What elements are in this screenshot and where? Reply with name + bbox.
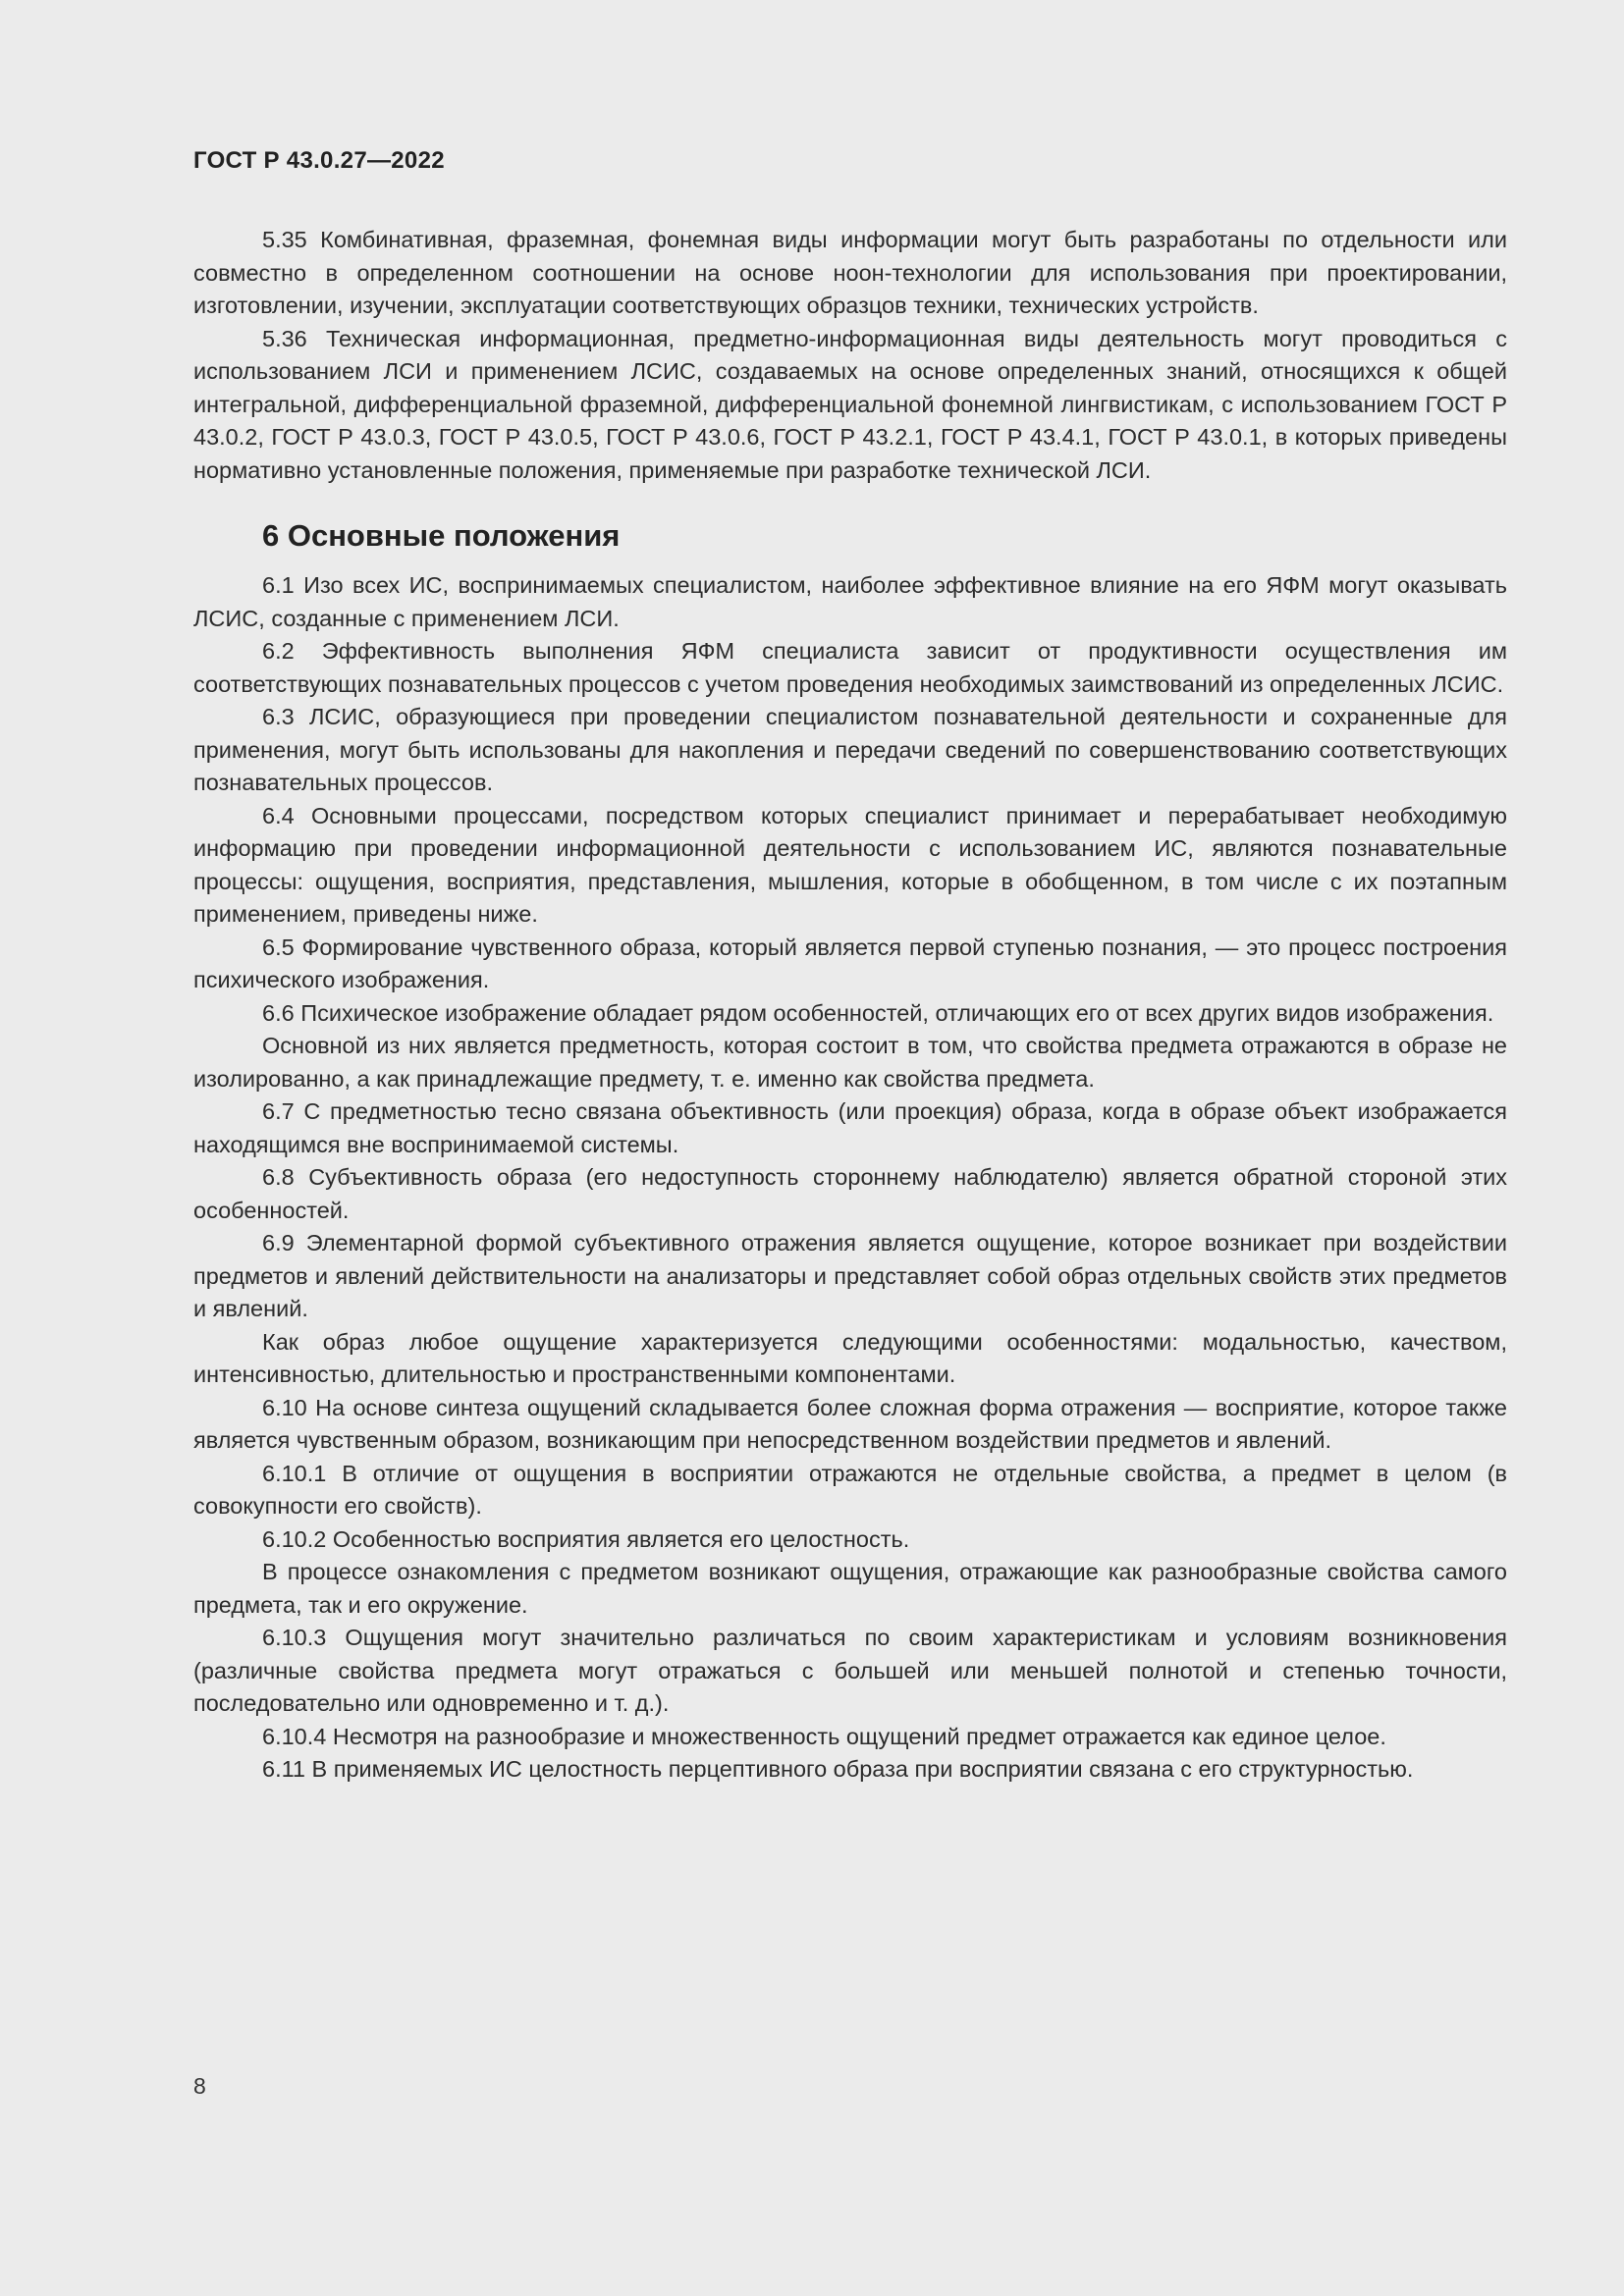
document-header: ГОСТ Р 43.0.27—2022: [193, 147, 445, 174]
paragraph: 5.35 Комбинативная, фраземная, фонемная виды информации могут быть разработаны по отдельности или совместно в определенном соотношении на основе ноон-технологии для использования при проектировании, изготовлении, изучении, эксплуатации соответствующих образцов техники, технических устройств.: [193, 227, 1507, 318]
paragraph: Как образ любое ощущение характеризуется следующими особенностями: модальностью, качеством, интенсивностью, длительностью и пространственными компонентами.: [193, 1328, 1507, 1387]
paragraph: 6.7 С предметностью тесно связана объективность (или проекция) образа, когда в образе объект изображается находящимся вне воспринимаемой системы.: [193, 1098, 1507, 1157]
document-body: [193, 224, 1507, 1787]
paragraph: 6.10.3 Ощущения могут значительно различаться по своим характеристикам и условиям возникновения (различные свойства предмета могут отражаться с большей или меньшей полнотой и степенью точности, последовательно или одновременно и т. д.).: [193, 1625, 1507, 1716]
paragraph: Основной из них является предметность, которая состоит в том, что свойства предмета отражаются в образе не изолированно, а как принадлежащие предмету, т. е. именно как свойства предмета.: [193, 1033, 1507, 1092]
paragraph: 6.11 В применяемых ИС целостность перцептивного образа при восприятии связана с его структурностью.: [262, 1756, 1414, 1782]
section-title: 6 Основные положения: [262, 518, 621, 553]
page-number: 8: [193, 2073, 206, 2099]
paragraph: 6.10.4 Несмотря на разнообразие и множественность ощущений предмет отражается как единое целое.: [262, 1723, 1386, 1749]
paragraph: 6.1 Изо всех ИС, воспринимаемых специалистом, наиболее эффективное влияние на его ЯФМ могут оказывать ЛСИС, созданные с применением ЛСИ.: [193, 572, 1507, 631]
paragraph: 6.9 Элементарной формой субъективного отражения является ощущение, которое возникает при воздействии предметов и явлений действительности на анализаторы и представляет собой образ отдельных свойств этих предметов и явлений.: [193, 1230, 1507, 1321]
paragraph: 6.10 На основе синтеза ощущений складывается более сложная форма отражения — восприятие, которое также является чувственным образом, возникающим при непосредственном воздействии предметов и явлений.: [193, 1394, 1507, 1453]
paragraph: 6.10.2 Особенностью восприятия является его целостность.: [262, 1525, 910, 1552]
paragraph: 6.6 Психическое изображение обладает рядом особенностей, отличающих его от всех других видов изображения.: [262, 999, 1494, 1026]
paragraph: 6.3 ЛСИС, образующиеся при проведении специалистом познавательной деятельности и сохраненные для применения, могут быть использованы для накопления и передачи сведений по совершенствованию соответствующих познавательных процессов.: [193, 704, 1507, 795]
paragraph: 5.36 Техническая информационная, предметно-информационная виды деятельность могут проводиться с использованием ЛСИ и применением ЛСИС, создаваемых на основе определенных знаний, относящихся к общей интегральной, дифференциальной фраземной, дифференциальной фонемной лингвистикам, с использованием ГОСТ Р 43.0.2, ГОСТ Р 43.0.3, ГОСТ Р 43.0.5, ГОСТ Р 43.0.6, ГОСТ Р 43.2.1, ГОСТ Р 43.4.1, ГОСТ Р 43.0.1, в которых приведены нормативно установленные положения, применяемые при разработке технической ЛСИ.: [193, 325, 1507, 483]
paragraph: 6.5 Формирование чувственного образа, который является первой ступенью познания, — это процесс построения психического изображения.: [193, 934, 1507, 992]
paragraph: 6.4 Основными процессами, посредством которых специалист принимает и перерабатывает необходимую информацию при проведении информационной деятельности с использованием ИС, являются познавательные процессы: ощущения, восприятия, представления, мышления, которые в обобщенном, в том числе с их поэтапным применением, приведены ниже.: [193, 802, 1507, 927]
paragraph: В процессе ознакомления с предметом возникают ощущения, отражающие как разнообразные свойства самого предмета, так и его окружение.: [193, 1559, 1507, 1618]
paragraph: 6.10.1 В отличие от ощущения в восприятии отражаются не отдельные свойства, а предмет в целом (в совокупности его свойств).: [193, 1460, 1507, 1519]
paragraph: 6.2 Эффективность выполнения ЯФМ специалиста зависит от продуктивности осуществления им соответствующих познавательных процессов с учетом проведения необходимых заимствований из определенных ЛСИС.: [193, 638, 1507, 697]
paragraph: 6.8 Субъективность образа (его недоступность стороннему наблюдателю) является обратной стороной этих особенностей.: [193, 1164, 1507, 1223]
